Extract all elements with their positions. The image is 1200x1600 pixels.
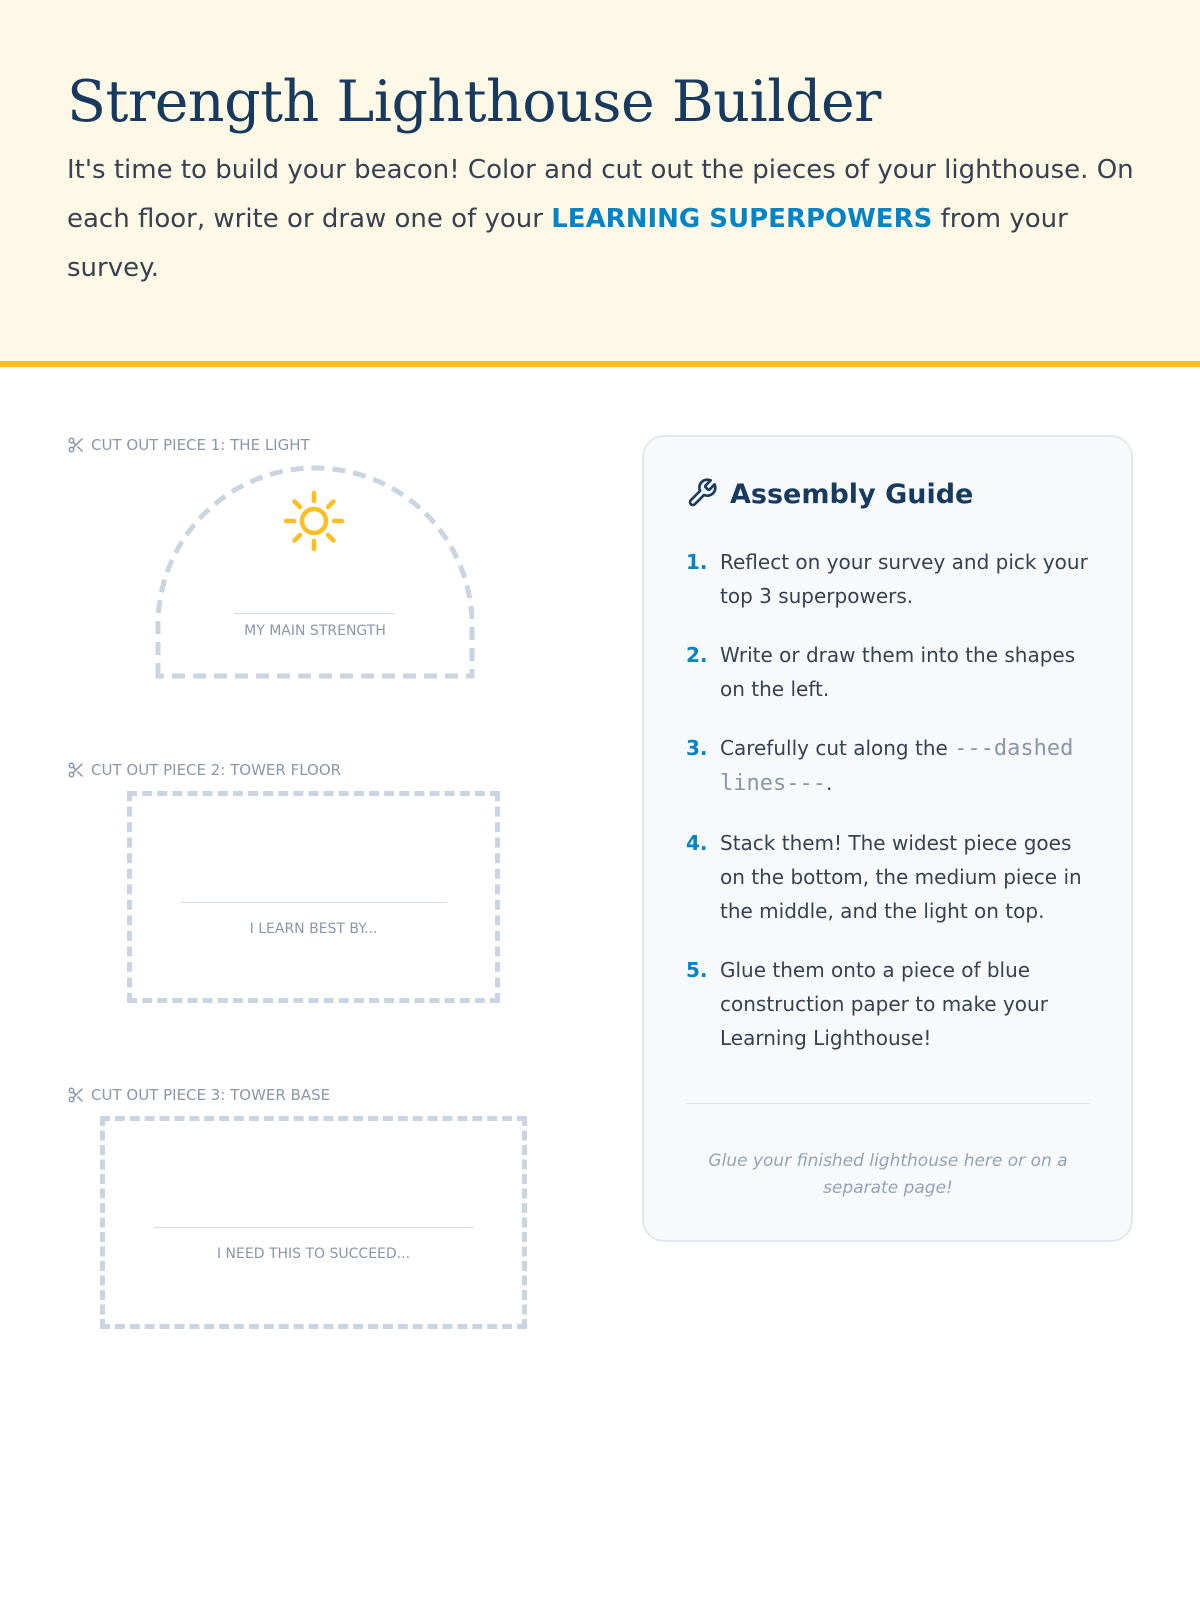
piece-1-caption: MY MAIN STRENGTH [244, 623, 386, 639]
step-item [686, 953, 1096, 1055]
step-text: Write or draw them into the shapes on the left. [720, 643, 1076, 701]
step-text: Stack them! The widest piece goes on the bottom, the medium piece in the middle, and the light on top. [720, 831, 1082, 923]
write-line [154, 1227, 474, 1228]
piece-2-caption: I LEARN BEST BY... [249, 921, 378, 937]
piece-2-label [67, 760, 341, 780]
tower-base-cutout [100, 1116, 527, 1329]
step-number: 5. [686, 958, 708, 982]
step-item [686, 545, 1096, 613]
scissors-icon [67, 761, 85, 779]
assembly-guide-card [642, 435, 1133, 1242]
step-number: 2. [686, 643, 708, 667]
intro-text-part: from your survey. [67, 204, 1068, 283]
piece-label-text: CUT OUT PIECE 3: TOWER BASE [91, 1086, 331, 1104]
header-banner [0, 0, 1200, 367]
step-text: . [825, 771, 833, 795]
intro-text-part: It's time to build your beacon! Color and cut out the pieces of your lighthouse. On each floor, write or draw one of your [67, 155, 1134, 234]
piece-label-text: CUT OUT PIECE 2: TOWER FLOOR [91, 761, 342, 779]
step-item [686, 826, 1096, 928]
intro-text [67, 146, 1147, 293]
write-line [234, 613, 394, 614]
step-item [686, 731, 1096, 801]
step-text: Glue them onto a piece of blue construction paper to make your Learning Lighthouse! [720, 958, 1048, 1050]
step-number: 4. [686, 831, 708, 855]
piece-1-label [67, 435, 310, 455]
scissors-icon [67, 436, 85, 454]
guide-heading [686, 477, 973, 513]
dashed-lines-code: ---dashed lines--- [720, 736, 1074, 796]
write-line [181, 902, 447, 903]
step-number: 1. [686, 550, 708, 574]
step-text: Reflect on your survey and pick your top 3 superpowers. [720, 550, 1088, 608]
guide-title: Assembly Guide [730, 479, 974, 510]
guide-divider [686, 1103, 1090, 1104]
assembly-steps [686, 545, 1096, 1080]
step-text: Carefully cut along the [720, 736, 955, 760]
step-number: 3. [686, 736, 708, 760]
piece-3-label [67, 1085, 330, 1105]
guide-note: Glue your finished lighthouse here or on a separate page! [708, 1151, 1068, 1198]
light-dome-cutout [150, 462, 480, 686]
page-title: Strength Lighthouse Builder [67, 69, 881, 135]
piece-3-caption: I NEED THIS TO SUCCEED... [216, 1246, 411, 1262]
sun-icon [286, 493, 342, 549]
tower-floor-cutout [127, 791, 500, 1003]
piece-label-text: CUT OUT PIECE 1: THE LIGHT [91, 436, 310, 454]
superpowers-highlight: LEARNING SUPERPOWERS [551, 204, 933, 234]
scissors-icon [67, 1086, 85, 1104]
step-item [686, 638, 1096, 706]
wrench-icon [686, 477, 718, 509]
